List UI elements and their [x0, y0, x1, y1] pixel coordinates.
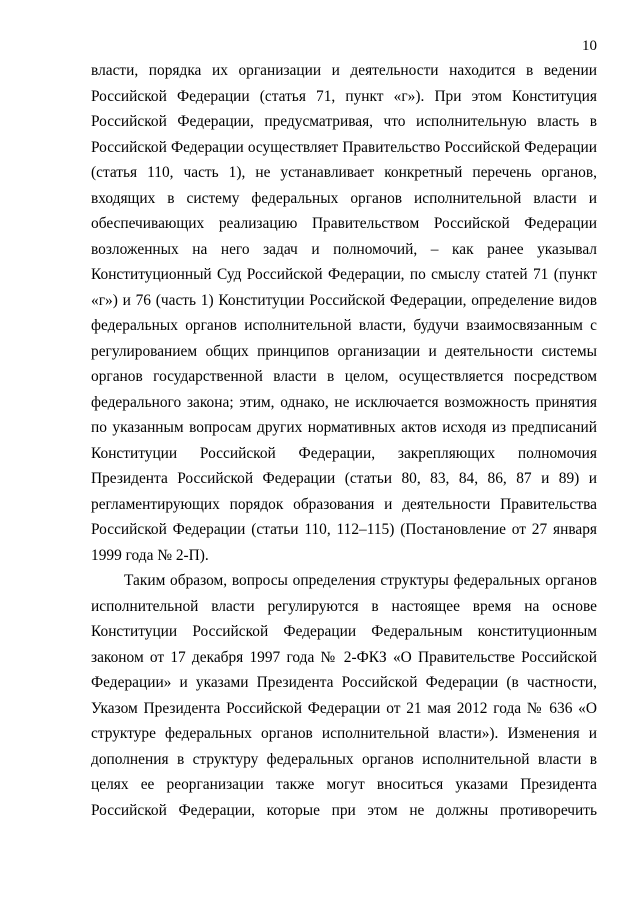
paragraph-2: Таким образом, вопросы определения структуры федеральных органов исполнительной власти регулируются в настоящее время на основе Конституции Российской Федерации Федеральным конституционным законом от 17 декабря 1997 года № 2-ФКЗ «О Правительстве Российской Федерации» и указами Президента Российской Федерации (в частности, Указом Президента Российской Федерации от 21 мая 2012 года № 636 «О структуре федеральных органов исполнительной власти»). Изменения и дополнения в структуру федеральных органов исполнительной власти в целях ее реорганизации также могут вноситься указами Президента Российской Федерации, которые при этом не должны противоречить — [91, 572, 597, 819]
body-text — [91, 58, 597, 823]
page-number: 10 — [582, 38, 597, 54]
paragraph-1: власти, порядка их организации и деятельности находится в ведении Российской Федерации (статья 71, пункт «г»). При этом Конституция Российской Федерации, предусматривая, что исполнительную власть в Российской Федерации осуществляет Правительство Российской Федерации (статья 110, часть 1), не устанавливает конкретный перечень органов, входящих в систему федеральных органов исполнительной власти и обеспечивающих реализацию Правительством Российской Федерации возложенных на него задач и полномочий, – как ранее указывал Конституционный Суд Российской Федерации, по смыслу статей 71 (пункт «г») и 76 (часть 1) Конституции Российской Федерации, определение видов федеральных органов исполнительной власти, будучи взаимосвязанным с регулированием общих принципов организации и деятельности системы органов государственной власти в целом, осуществляется посредством федерального закона; этим, однако, не исключается возможность принятия по указанным вопросам других нормативных актов исходя из предписаний Конституции Российской Федерации, закрепляющих полномочия Президента Российской Федерации (статьи 80, 83, 84, 86, 87 и 89) и регламентирующих порядок образования и деятельности Правительства Российской Федерации (статьи 110, 112–115) (Постановление от 27 января 1999 года № 2-П). — [91, 62, 597, 564]
